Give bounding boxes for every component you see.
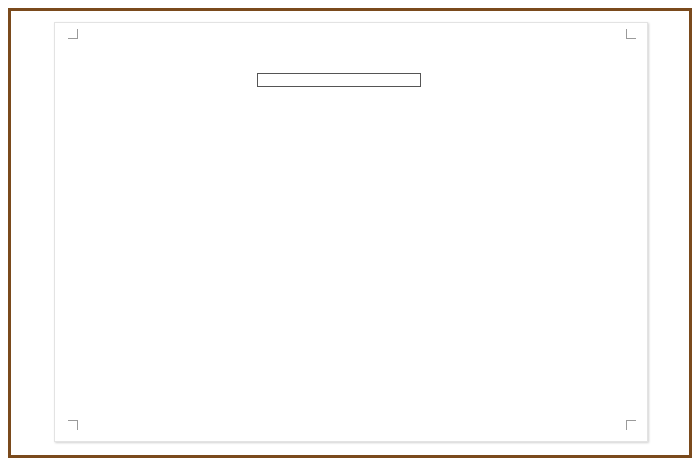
company-tables-row xyxy=(81,111,637,215)
head-table-box xyxy=(257,73,421,87)
crop-mark-top-right xyxy=(626,29,636,39)
crop-mark-bottom-right xyxy=(626,420,636,430)
crop-mark-top-left xyxy=(68,29,78,39)
crop-mark-bottom-left xyxy=(68,420,78,430)
